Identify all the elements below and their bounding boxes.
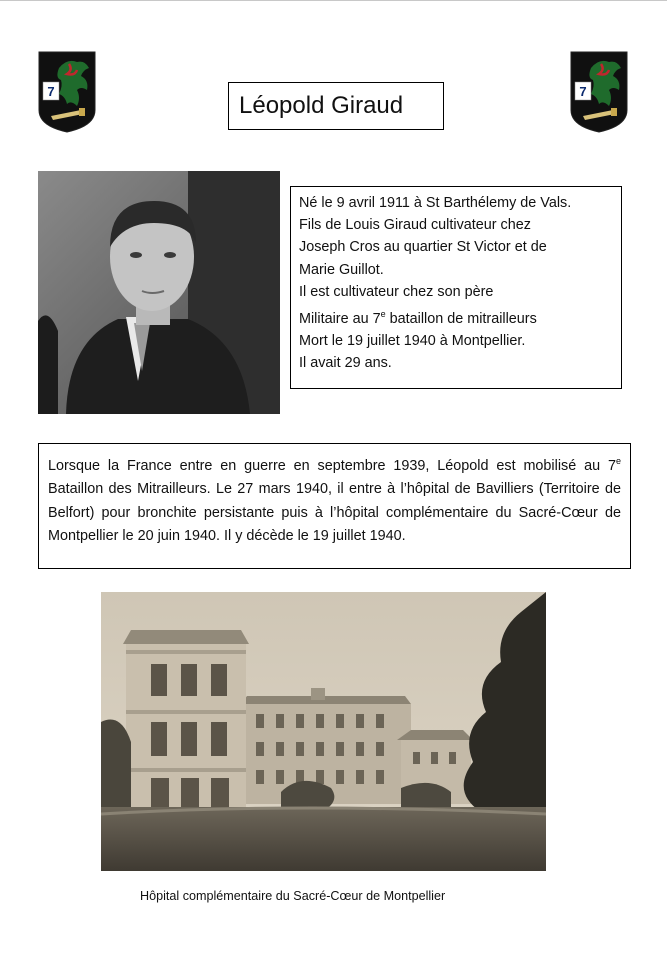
- top-divider: [0, 0, 667, 1]
- story-superscript: e: [615, 456, 621, 466]
- portrait-photo: [38, 171, 280, 414]
- bio-line: Il est cultivateur chez son père: [299, 283, 494, 300]
- story-part-2: Bataillon des Mitrailleurs. Le 27 mars 1940, il entre à l’hôpital de Bavilliers (Territoire de Belfort) pour bronchite persistante puis à l’hôpital complémentaire du Sacré-Cœur de Montpellier le 20 juin 1940. Il y décède le 19 juillet 1940.: [48, 481, 621, 545]
- bio-line: Fils de Louis Giraud cultivateur chez: [299, 217, 531, 234]
- dragon-crest-icon: [569, 50, 629, 134]
- biography-box: [290, 186, 622, 389]
- dragon-crest-icon: [37, 50, 97, 134]
- page-title-text: Léopold Giraud: [239, 92, 404, 119]
- page-title: [228, 82, 444, 130]
- svg-text:7: 7: [579, 84, 587, 99]
- hospital-photo: [101, 592, 546, 871]
- bio-line: Joseph Cros au quartier St Victor et de: [299, 239, 547, 256]
- bio-line: Mort le 19 juillet 1940 à Montpellier.: [299, 333, 526, 350]
- bio-line: Né le 9 avril 1911 à St Barthélemy de Vals.: [299, 195, 572, 211]
- bio-line: Il avait 29 ans.: [299, 355, 392, 372]
- service-suffix: bataillon de mitrailleurs: [385, 310, 537, 327]
- story-paragraph: [38, 443, 631, 569]
- svg-text:7: 7: [47, 84, 55, 99]
- story-part-1: Lorsque la France entre en guerre en septembre 1939, Léopold est mobilisé au 7: [48, 457, 616, 474]
- bio-line-service: [299, 303, 613, 330]
- bio-line: Marie Guillot.: [299, 261, 384, 278]
- photo-caption: Hôpital complémentaire du Sacré-Cœur de Montpellier: [140, 889, 446, 903]
- service-prefix: Militaire au 7: [299, 310, 381, 327]
- service-superscript: e: [380, 309, 386, 320]
